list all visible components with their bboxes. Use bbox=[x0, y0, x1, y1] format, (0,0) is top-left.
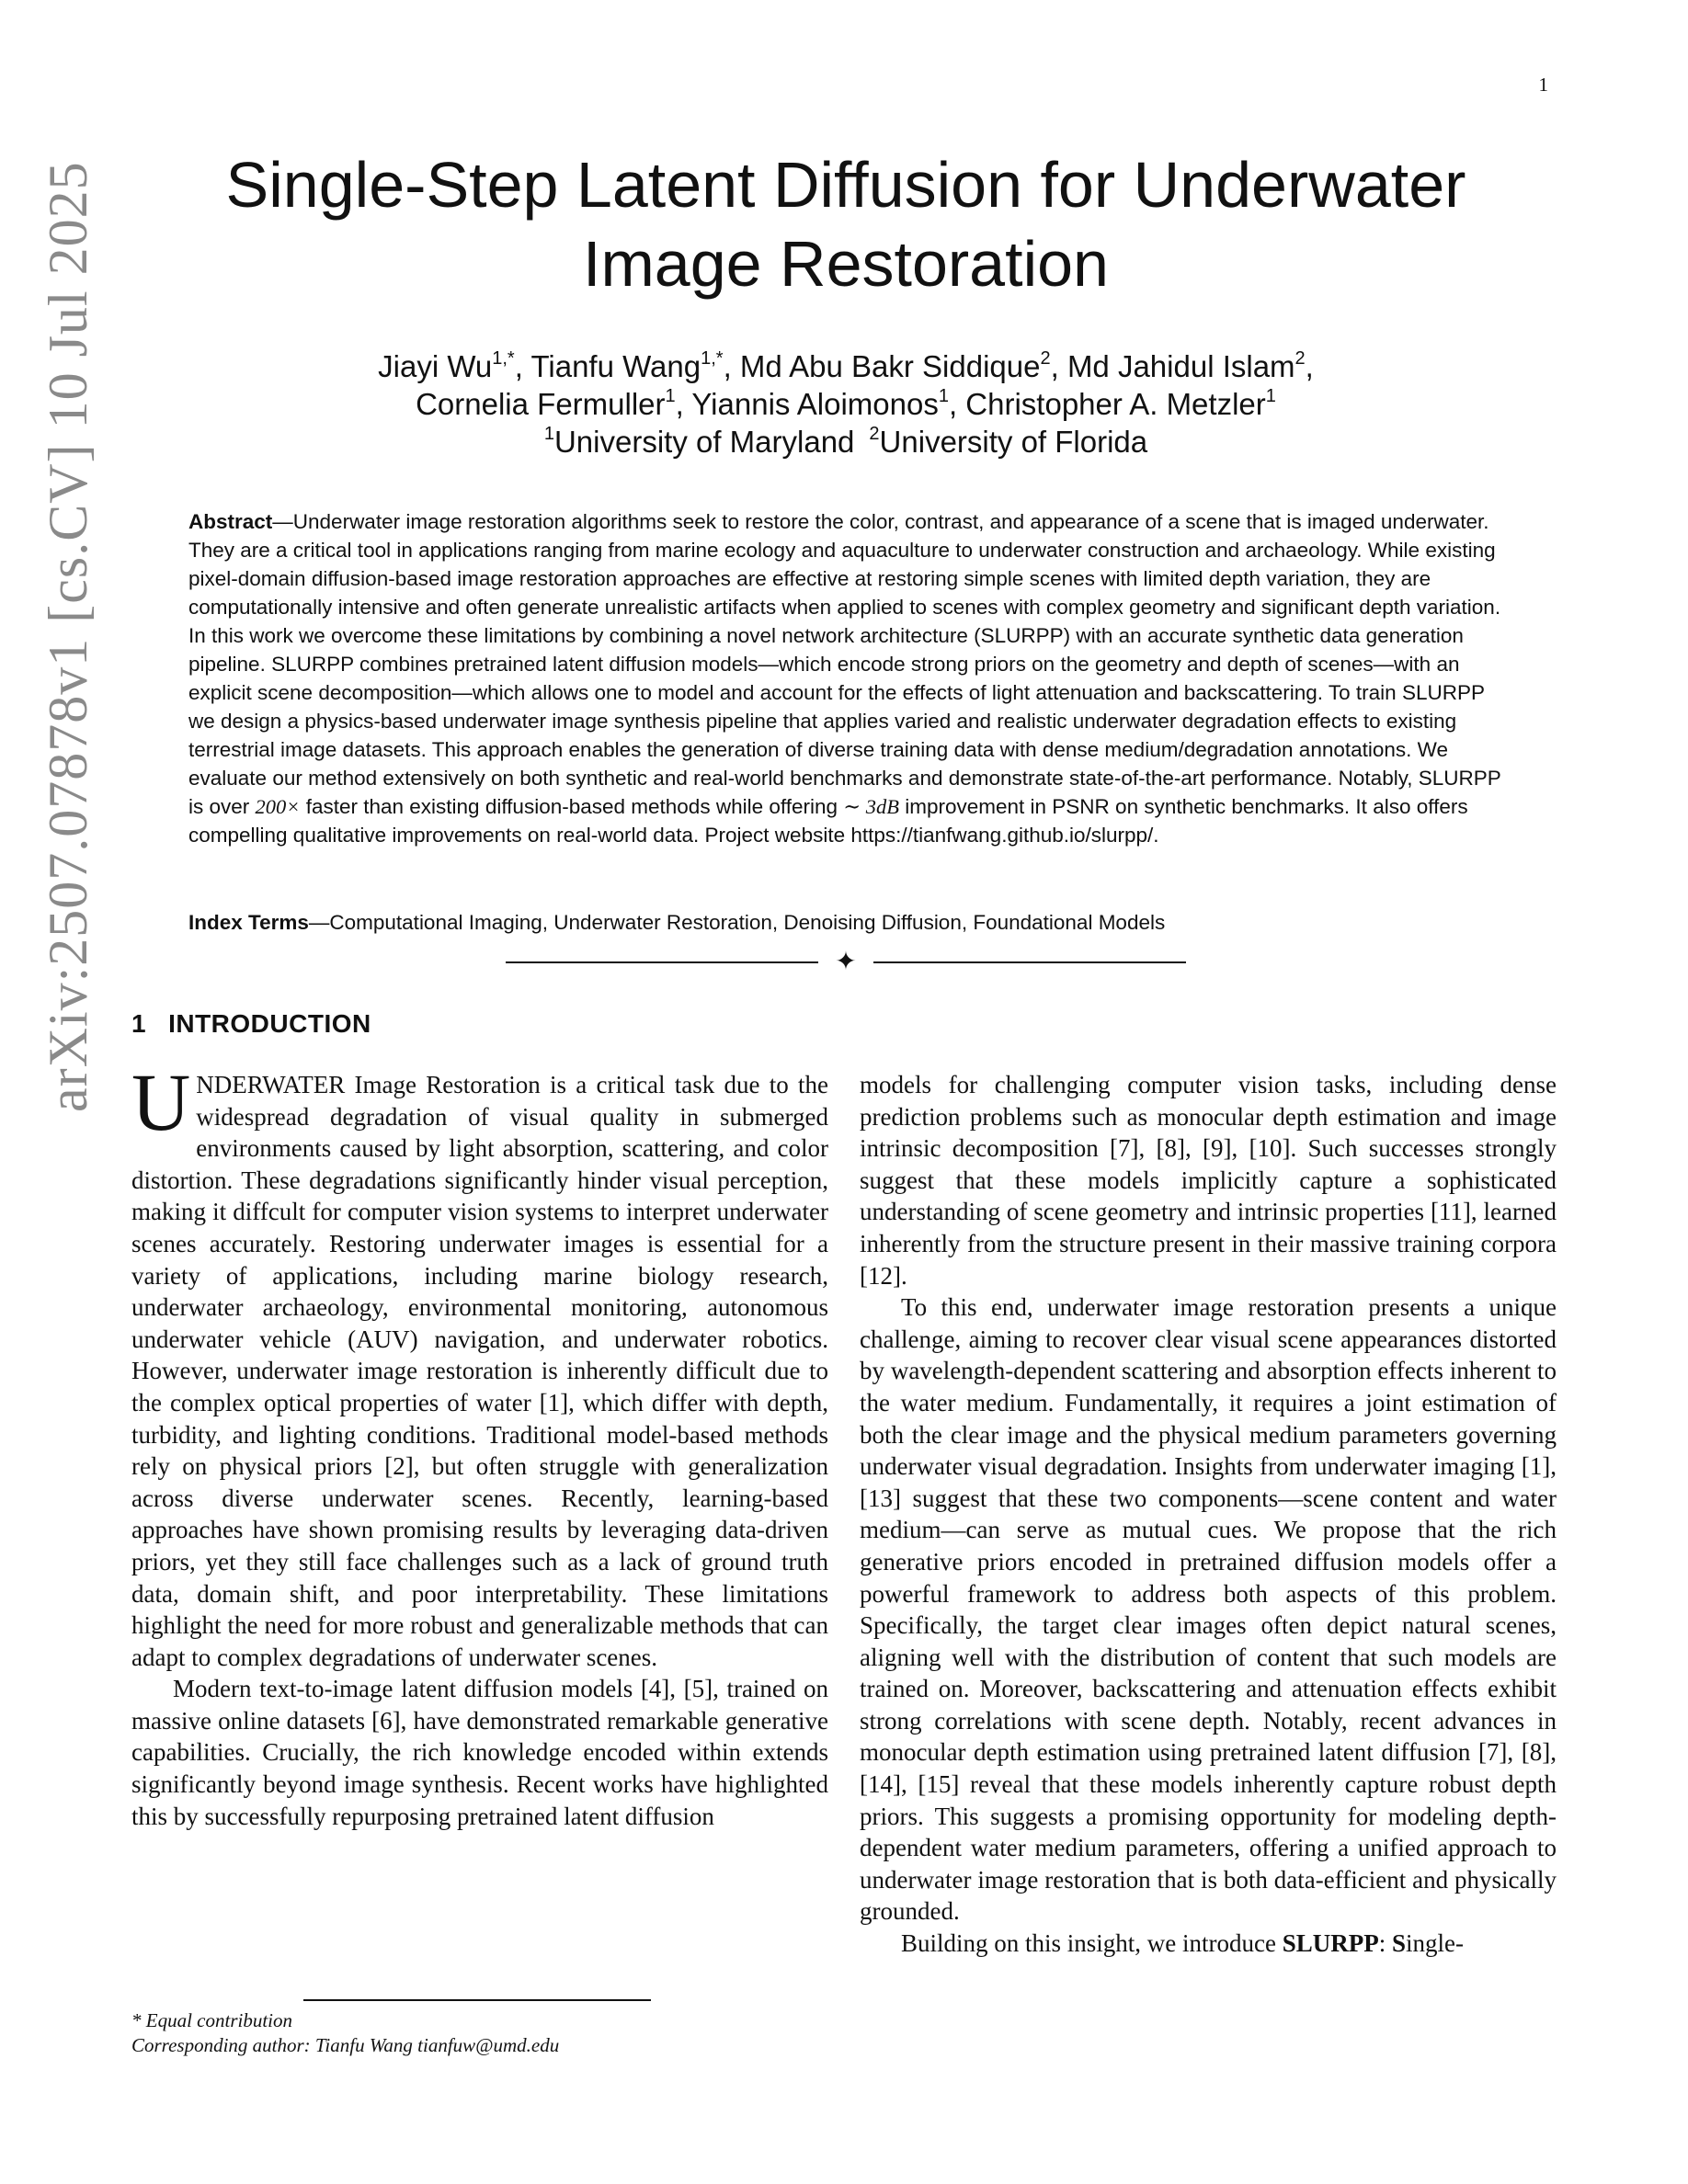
abstract-text-3: improvement in PSNR on synthetic benchmarks. It also offers compelling qualitative improvements on real-world data. Project website https://tianfwang.github.io/slurpp/. bbox=[188, 795, 1468, 847]
divider-line-left bbox=[506, 961, 818, 963]
affiliation-2: University of Florida bbox=[879, 425, 1148, 459]
abstract-label: Abstract bbox=[188, 510, 273, 533]
arxiv-stamp: arXiv:2507.07878v1 [cs.CV] 10 Jul 2025 bbox=[38, 161, 98, 1112]
author-3: Md Abu Bakr Siddique bbox=[739, 349, 1041, 383]
intro-paragraph-3: models for challenging computer vision tasks, including dense prediction problems such as monocular depth estimation and image intrinsic decomposition [7], [8], [9], [10]. Such successes strongly suggest that these models implicitly capture a sophisticated understanding of scene geometry and intrinsic properties [11], learned inherently from the structure present in their massive training corpora [12]. bbox=[860, 1071, 1557, 1290]
affiliation-2-mark: 2 bbox=[869, 424, 880, 444]
author-6-affil: 1 bbox=[938, 386, 949, 406]
author-7: Christopher A. Metzler bbox=[965, 387, 1266, 421]
paper-title bbox=[175, 145, 1517, 303]
section-number: 1 bbox=[131, 1009, 147, 1038]
index-terms-text: —Computational Imaging, Underwater Restoration, Denoising Diffusion, Foundational Models bbox=[308, 911, 1166, 934]
footnotes bbox=[131, 2008, 559, 2058]
section-heading bbox=[131, 1009, 371, 1039]
affiliation-1: University of Maryland bbox=[553, 425, 855, 459]
page-number: 1 bbox=[1538, 74, 1548, 96]
author-7-affil: 1 bbox=[1265, 386, 1276, 406]
affiliation-1-mark: 1 bbox=[543, 424, 554, 444]
author-2-affil: 1,* bbox=[701, 348, 724, 369]
section-divider bbox=[496, 948, 1195, 976]
abstract-text-1: —Underwater image restoration algorithms seek to restore the color, contrast, and appearance of a scene that is imaged underwater. They are a critical tool in applications ranging from marine ecology and aquaculture to underwater construction and archaeology. While existing pixel-domain diffusion-based image restoration approaches are effective at restoring simple scenes with limited depth variation, they are computationally intensive and often generate unrealistic artifacts when applied to scenes with complex geometry and significant depth variation. In this work we overcome these limitations by combining a novel network architecture (SLURPP) with an accurate synthetic data generation pipeline. SLURPP combines pretrained latent diffusion models—which encode strong priors on the geometry and depth of scenes—with an explicit scene decomposition—which allows one to model and account for the effects of light attenuation and backscattering. To train SLURPP we design a physics-based underwater image synthesis pipeline that applies varied and realistic underwater degradation effects to existing terrestrial image datasets. This approach enables the generation of diverse training data with dense medium/degradation annotations. We evaluate our method extensively on both synthetic and real-world benchmarks and demonstrate state-of-the-art performance. Notably, SLURPP is over bbox=[188, 510, 1501, 818]
title-line-2: Image Restoration bbox=[583, 228, 1109, 300]
divider-line-right bbox=[873, 961, 1186, 963]
author-2: Tianfu Wang bbox=[530, 349, 701, 383]
index-terms-label: Index Terms bbox=[188, 911, 309, 934]
intro-paragraph-5 bbox=[860, 1928, 1557, 1960]
author-6: Yiannis Aloimonos bbox=[691, 387, 939, 421]
intro-p5-colon: : bbox=[1378, 1929, 1393, 1958]
divider-star-icon: ✦ bbox=[835, 948, 857, 976]
section-title: INTRODUCTION bbox=[168, 1009, 371, 1038]
method-acronym-s: S bbox=[1392, 1929, 1407, 1958]
method-name: SLURPP bbox=[1282, 1929, 1379, 1958]
author-1-affil: 1,* bbox=[492, 348, 515, 369]
author-3-affil: 2 bbox=[1040, 348, 1051, 369]
intro-paragraph-2: Modern text-to-image latent diffusion models [4], [5], trained on massive online datasets [6], have demonstrated remarkable generative capabilities. Crucially, the rich knowledge encoded within extends significantly beyond image synthesis. Recent works have highlighted this by successfully repurposing pretrained latent diffusion bbox=[131, 1675, 828, 1830]
author-4: Md Jahidul Islam bbox=[1066, 349, 1295, 383]
author-4-affil: 2 bbox=[1295, 348, 1306, 369]
intro-p1-text: Image Restoration is a critical task due to the widespread degradation of visual quality in submerged environments caused by light absorption, scattering, and color distortion. These degradations significantly hinder visual perception, making it diffcult for computer vision systems to interpret underwater scenes accurately. Restoring underwater images is essential for a variety of applications, including marine biology research, underwater archaeology, environmental monitoring, autonomous underwater vehicle (AUV) navigation, and underwater robotics. However, underwater image restoration is inherently difficult due to the complex optical properties of water [1], which differ with depth, turbidity, and lighting conditions. Traditional model-based methods rely on physical priors [2], but often struggle with generalization across diverse underwater scenes. Recently, learning-based approaches have shown promising results by leveraging data-driven priors, yet they still face challenges such as a lack of ground truth data, domain shift, and poor interpretability. These limitations highlight the need for more robust and generalizable methods that can adapt to complex degradations of underwater scenes. bbox=[131, 1071, 828, 1671]
abstract-math-psnr: ∼ 3dB bbox=[843, 795, 899, 818]
author-1: Jiayi Wu bbox=[378, 349, 493, 383]
intro-smallcaps: NDERWATER bbox=[196, 1071, 346, 1098]
author-block: Jiayi $Wu^{1,*}$, Tianfu Wang$^{1,*}$, Md Abu Bakr Siddique$^2$, Md Jahidul Islam$^2$, Cornelia Fermuller$^1$, Yiannis Aloimonos$^1$, Christopher A. Metzler$^1$ $^1$University of Maryland $^2$University of Florida bbox=[378, 348, 1314, 459]
intro-paragraph-1 bbox=[131, 1058, 828, 1673]
footnote-corresponding-author: Corresponding author: Tianfu Wang tianfuw@umd.edu bbox=[131, 2034, 560, 2056]
intro-p5-end: ingle- bbox=[1406, 1929, 1465, 1958]
author-5-affil: 1 bbox=[665, 386, 676, 406]
index-terms bbox=[188, 908, 1503, 937]
abstract-text-2: faster than existing diffusion-based methods while offering bbox=[300, 795, 844, 818]
intro-p5-start: Building on this insight, we introduce bbox=[901, 1929, 1283, 1958]
author-5: Cornelia Fermuller bbox=[416, 387, 666, 421]
intro-paragraph-4: To this end, underwater image restoration presents a unique challenge, aiming to recover clear visual scene appearances distorted by wavelength-dependent scattering and absorption effects inherent to the water medium. Fundamentally, it requires a joint estimation of both the clear image and the physical medium parameters governing underwater visual degradation. Insights from underwater imaging [1], [13] suggest that these two components—scene content and water medium—can serve as mutual cues. We propose that the rich generative priors encoded in pretrained diffusion models offer a powerful framework to address both aspects of this problem. Specifically, the target clear images often depict natural scenes, aligning well with the distribution of content that such models are trained on. Moreover, backscattering and attenuation effects exhibit strong correlations with scene depth. Notably, recent advances in monocular depth estimation using pretrained latent diffusion [7], [8], [14], [15] reveal that these models inherently capture robust depth priors. This suggests a promising opportunity for modeling depth-dependent water medium parameters, offering a unified approach to underwater image restoration that is both data-efficient and physically grounded. bbox=[860, 1293, 1557, 1926]
footnote-equal-contribution: * Equal contribution bbox=[131, 2009, 292, 2031]
footnote-rule bbox=[303, 1999, 651, 2001]
abstract-math-speedup: 200× bbox=[255, 795, 301, 818]
left-column bbox=[131, 1058, 828, 1832]
right-column bbox=[860, 1069, 1557, 1960]
drop-cap: U bbox=[131, 1058, 191, 1148]
title-line-1: Single-Step Latent Diffusion for Underwater bbox=[225, 149, 1466, 221]
abstract bbox=[188, 507, 1503, 849]
